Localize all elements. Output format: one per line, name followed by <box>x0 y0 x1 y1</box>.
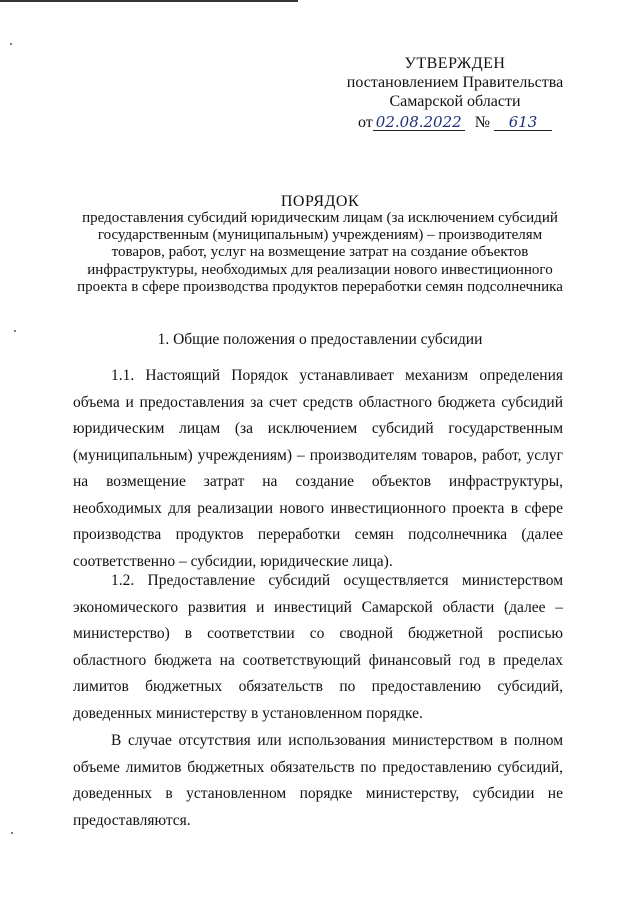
approval-line-1: постановлением Правительства <box>346 74 564 91</box>
scan-top-border <box>0 0 298 2</box>
approval-line-2: Самарской области <box>389 93 521 110</box>
approval-heading: УТВЕРЖДЕН <box>404 55 506 72</box>
paragraph-1-2-continued: В случае отсутствия или использования министерством в полном объеме лимитов бюджетных обязательств по предоставлению субсидий, доведенных в установленном порядке министерству, субсидии не предоставляются. <box>73 732 563 829</box>
document-title: ПОРЯДОК <box>280 193 360 210</box>
section-heading: 1. Общие положения о предоставлении субсидии <box>157 331 483 348</box>
approval-stamp <box>330 54 580 132</box>
paragraph-1-1: 1.1. Настоящий Порядок устанавливает механизм определения объема и предоставления за счет средств областного бюджета субсидий юридическим лицам (за исключением субсидий государственным (муниципальным) учреждениям) – производителям товаров, работ, услуг на возмещение затрат на создание объектов инфраструктуры, необходимых для реализации нового инвестиционного проекта в сфере производства продуктов переработки семян подсолнечника (далее соответственно – субсидии, юридические лица). <box>73 367 563 570</box>
scan-speck <box>11 832 13 834</box>
handwritten-date: 02.08.2022 <box>373 114 465 131</box>
approval-date-line <box>330 113 580 132</box>
date-prefix: от <box>357 114 373 131</box>
scan-speck <box>14 330 16 332</box>
handwritten-number: 613 <box>494 114 552 131</box>
paragraph-1-2: 1.2. Предоставление субсидий осуществляется министерством экономического развития и инвестиций Самарской области (далее – министерство) в соответствии со сводной бюджетной росписью областного бюджета на соответствующий финансовый год в пределах лимитов бюджетных обязательств по предоставлению субсидий, доведенных министерству в установленном порядке. <box>73 572 563 722</box>
document-subtitle: предоставления субсидий юридическим лицам (за исключением субсидий государственным (муниципальным) учреждениям) – производителям товаров, работ, услуг на возмещение затрат на создание объектов инфраструктуры, необходимых для реализации нового инвестиционного проекта в сфере производства продуктов переработки семян подсолнечника <box>77 210 563 295</box>
scan-speck <box>10 43 12 45</box>
number-prefix: № <box>474 114 491 131</box>
